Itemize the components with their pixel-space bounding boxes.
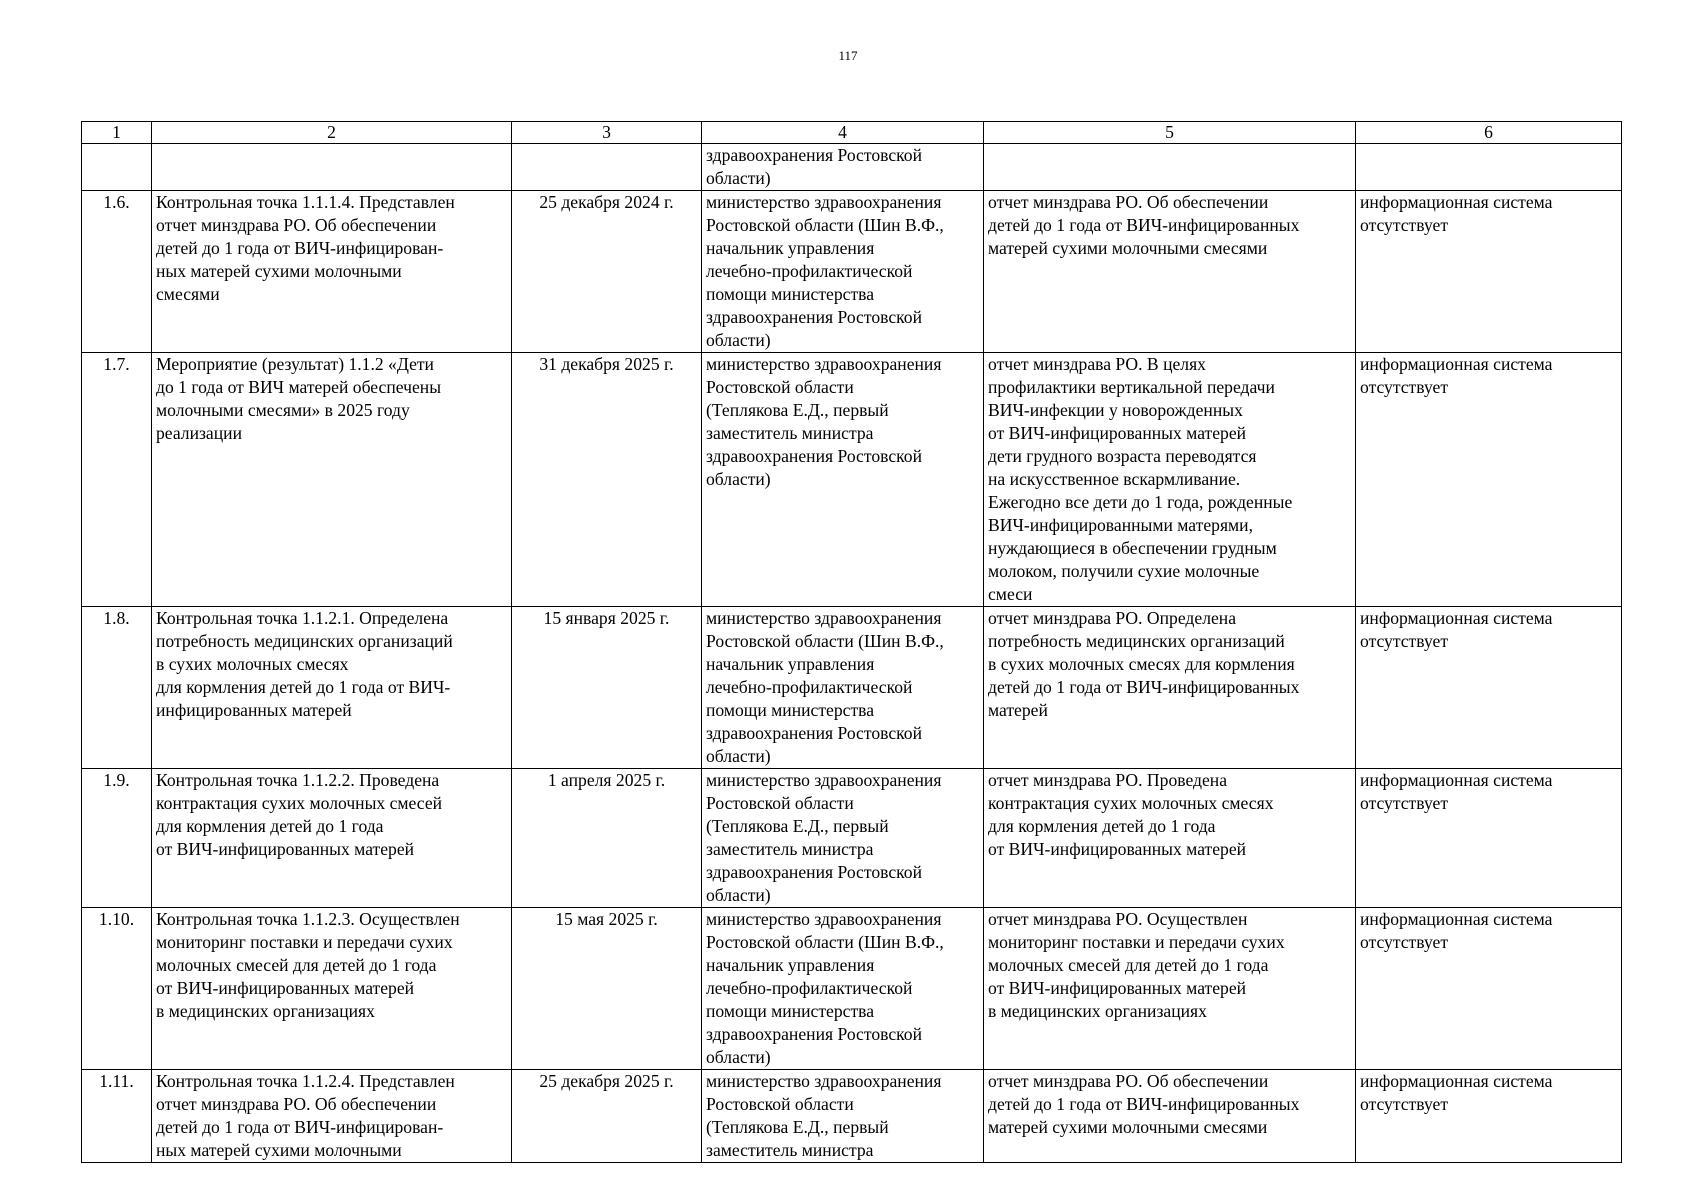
cell-text-line: министерство здравоохранения	[706, 1071, 942, 1091]
cell-text-line: помощи министерства	[706, 700, 875, 720]
cell-text-line: заместитель министра	[706, 423, 874, 443]
cell-text-line: министерство здравоохранения	[706, 608, 942, 628]
cell-text-line: Ростовской области	[706, 1094, 854, 1114]
cell-text-line: ВИЧ-инфицированными матерями,	[988, 515, 1253, 535]
responsible-cell	[702, 191, 984, 353]
cell-text-line: на искусственное вскармливание.	[988, 469, 1241, 489]
due-date-cell: 31 декабря 2025 г.	[512, 353, 702, 607]
column-number: 5	[984, 122, 1356, 144]
cell-text-line: профилактики вертикальной передачи	[988, 377, 1275, 397]
responsible-cell	[702, 144, 984, 191]
cell-text-line: здравоохранения Ростовской	[706, 1024, 923, 1044]
cell-text-line: (Теплякова Е.Д., первый	[706, 1117, 889, 1137]
column-number: 1	[82, 122, 152, 144]
result-cell	[984, 769, 1356, 908]
cell-text-line: информационная система	[1360, 608, 1553, 628]
cell-text-line: здравоохранения Ростовской	[706, 145, 923, 165]
cell-text-line: нуждающиеся в обеспечении грудным	[988, 538, 1277, 558]
info-system-cell	[1356, 353, 1622, 607]
row-number-cell: 1.6.	[82, 191, 152, 353]
cell-text-line: Контрольная точка 1.1.1.4. Представлен	[156, 192, 455, 212]
page-number: 117	[838, 48, 858, 63]
cell-text-line: от ВИЧ-инфицированных матерей	[988, 423, 1247, 443]
due-date-cell: 15 мая 2025 г.	[512, 908, 702, 1070]
responsible-cell	[702, 1070, 984, 1163]
cell-text-line: информационная система	[1360, 909, 1553, 929]
cell-text-line: в медицинских организациях	[988, 1001, 1207, 1021]
cell-text-line: министерство здравоохранения	[706, 354, 942, 374]
cell-text-line: министерство здравоохранения	[706, 770, 942, 790]
result-cell	[984, 144, 1356, 191]
cell-text-line: ВИЧ-инфекции у новорожденных	[988, 400, 1243, 420]
cell-text-line: ных матерей сухими молочными	[156, 261, 402, 281]
cell-text-line: смесями	[156, 284, 220, 304]
table-row	[82, 144, 1622, 191]
column-number: 3	[512, 122, 702, 144]
cell-text-line: информационная система	[1360, 192, 1553, 212]
cell-text-line: информационная система	[1360, 770, 1553, 790]
cell-text-line: министерство здравоохранения	[706, 192, 942, 212]
cell-text-line: области)	[706, 885, 771, 905]
cell-text-line: информационная система	[1360, 354, 1553, 374]
row-number-cell: 1.10.	[82, 908, 152, 1070]
cell-text-line: молочных смесей для детей до 1 года	[156, 955, 437, 975]
cell-text-line: отсутствует	[1360, 793, 1449, 813]
cell-text-line: до 1 года от ВИЧ матерей обеспечены	[156, 377, 442, 397]
cell-text-line: информационная система	[1360, 1071, 1553, 1091]
info-system-cell	[1356, 191, 1622, 353]
cell-text-line: от ВИЧ-инфицированных матерей	[988, 839, 1247, 859]
row-number-cell: 1.8.	[82, 607, 152, 769]
cell-text-line: (Теплякова Е.Д., первый	[706, 816, 889, 836]
cell-text-line: Контрольная точка 1.1.2.2. Проведена	[156, 770, 440, 790]
cell-text-line: помощи министерства	[706, 284, 875, 304]
cell-text-line: реализации	[156, 423, 242, 443]
event-cell	[152, 144, 512, 191]
cell-text-line: Ростовской области	[706, 377, 854, 397]
cell-text-line: помощи министерства	[706, 1001, 875, 1021]
responsible-cell	[702, 607, 984, 769]
cell-text-line: в сухих молочных смесях для кормления	[988, 654, 1295, 674]
column-number: 6	[1356, 122, 1622, 144]
event-cell	[152, 1070, 512, 1163]
table-row	[82, 607, 1622, 769]
cell-text-line: лечебно-профилактической	[706, 677, 913, 697]
responsible-cell	[702, 353, 984, 607]
cell-text-line: от ВИЧ-инфицированных матерей	[156, 978, 415, 998]
cell-text-line: лечебно-профилактической	[706, 261, 913, 281]
due-date-cell: 25 декабря 2025 г.	[512, 1070, 702, 1163]
cell-text-line: потребность медицинских организаций	[988, 631, 1285, 651]
cell-text-line: Контрольная точка 1.1.2.1. Определена	[156, 608, 449, 628]
cell-text-line: Контрольная точка 1.1.2.3. Осуществлен	[156, 909, 460, 929]
cell-text-line: области)	[706, 168, 771, 188]
cell-text-line: области)	[706, 469, 771, 489]
due-date-cell	[512, 144, 702, 191]
cell-text-line: Контрольная точка 1.1.2.4. Представлен	[156, 1071, 455, 1091]
cell-text-line: отчет минздрава РО. Об обеспечении	[156, 1094, 437, 1114]
info-system-cell	[1356, 1070, 1622, 1163]
cell-text-line: заместитель министра	[706, 1140, 874, 1160]
cell-text-line: матерей	[988, 700, 1048, 720]
cell-text-line: отчет минздрава РО. Осуществлен	[988, 909, 1248, 929]
cell-text-line: отчет минздрава РО. Об обеспечении	[156, 215, 437, 235]
event-cell	[152, 353, 512, 607]
due-date-cell: 15 января 2025 г.	[512, 607, 702, 769]
result-cell	[984, 191, 1356, 353]
cell-text-line: Ростовской области (Шин В.Ф.,	[706, 631, 944, 651]
cell-text-line: области)	[706, 330, 771, 350]
event-cell	[152, 908, 512, 1070]
cell-text-line: здравоохранения Ростовской	[706, 307, 923, 327]
cell-text-line: отсутствует	[1360, 215, 1449, 235]
cell-text-line: отчет минздрава РО. Проведена	[988, 770, 1228, 790]
table-row	[82, 1070, 1622, 1163]
row-number-cell	[82, 144, 152, 191]
cell-text-line: для кормления детей до 1 года от ВИЧ-	[156, 677, 451, 697]
cell-text-line: инфицированных матерей	[156, 700, 352, 720]
cell-text-line: мониторинг поставки и передачи сухих	[156, 932, 453, 952]
result-cell	[984, 353, 1356, 607]
cell-text-line: для кормления детей до 1 года	[156, 816, 384, 836]
cell-text-line: мониторинг поставки и передачи сухих	[988, 932, 1285, 952]
cell-text-line: Ростовской области	[706, 793, 854, 813]
due-date-cell: 1 апреля 2025 г.	[512, 769, 702, 908]
cell-text-line: детей до 1 года от ВИЧ-инфицирован-	[156, 238, 444, 258]
cell-text-line: отчет минздрава РО. Об обеспечении	[988, 1071, 1269, 1091]
cell-text-line: (Теплякова Е.Д., первый	[706, 400, 889, 420]
cell-text-line: заместитель министра	[706, 839, 874, 859]
cell-text-line: Мероприятие (результат) 1.1.2 «Дети	[156, 354, 434, 374]
event-cell	[152, 769, 512, 908]
cell-text-line: отчет минздрава РО. Определена	[988, 608, 1237, 628]
row-number-cell: 1.11.	[82, 1070, 152, 1163]
cell-text-line: Ежегодно все дети до 1 года, рожденные	[988, 492, 1293, 512]
cell-text-line: контрактация сухих молочных смесей	[156, 793, 443, 813]
cell-text-line: потребность медицинских организаций	[156, 631, 453, 651]
row-number-cell: 1.9.	[82, 769, 152, 908]
responsible-cell	[702, 908, 984, 1070]
cell-text-line: отсутствует	[1360, 932, 1449, 952]
responsible-cell	[702, 769, 984, 908]
row-number-cell: 1.7.	[82, 353, 152, 607]
cell-text-line: молочными смесями» в 2025 году	[156, 400, 410, 420]
cell-text-line: дети грудного возраста переводятся	[988, 446, 1257, 466]
cell-text-line: детей до 1 года от ВИЧ-инфицированных	[988, 677, 1300, 697]
cell-text-line: области)	[706, 1047, 771, 1067]
cell-text-line: матерей сухими молочными смесями	[988, 1117, 1268, 1137]
table-row	[82, 908, 1622, 1070]
cell-text-line: молочных смесей для детей до 1 года	[988, 955, 1269, 975]
table-row	[82, 769, 1622, 908]
result-cell	[984, 1070, 1356, 1163]
column-number: 4	[702, 122, 984, 144]
cell-text-line: в медицинских организациях	[156, 1001, 375, 1021]
cell-text-line: детей до 1 года от ВИЧ-инфицированных	[988, 215, 1300, 235]
cell-text-line: для кормления детей до 1 года	[988, 816, 1216, 836]
cell-text-line: контрактация сухих молочных смесях	[988, 793, 1274, 813]
cell-text-line: отчет минздрава РО. В целях	[988, 354, 1206, 374]
column-number-row	[82, 122, 1622, 144]
cell-text-line: здравоохранения Ростовской	[706, 446, 923, 466]
info-system-cell	[1356, 607, 1622, 769]
cell-text-line: от ВИЧ-инфицированных матерей	[156, 839, 415, 859]
cell-text-line: здравоохранения Ростовской	[706, 862, 923, 882]
cell-text-line: отчет минздрава РО. Об обеспечении	[988, 192, 1269, 212]
cell-text-line: в сухих молочных смесях	[156, 654, 349, 674]
cell-text-line: Ростовской области (Шин В.Ф.,	[706, 932, 944, 952]
result-cell	[984, 908, 1356, 1070]
cell-text-line: молоком, получили сухие молочные	[988, 561, 1260, 581]
cell-text-line: ных матерей сухими молочными	[156, 1140, 402, 1160]
cell-text-line: отсутствует	[1360, 377, 1449, 397]
cell-text-line: лечебно-профилактической	[706, 978, 913, 998]
cell-text-line: от ВИЧ-инфицированных матерей	[988, 978, 1247, 998]
plan-table	[81, 121, 1622, 1163]
result-cell	[984, 607, 1356, 769]
cell-text-line: детей до 1 года от ВИЧ-инфицирован-	[156, 1117, 444, 1137]
table-row	[82, 191, 1622, 353]
info-system-cell	[1356, 769, 1622, 908]
cell-text-line: области)	[706, 746, 771, 766]
cell-text-line: отсутствует	[1360, 1094, 1449, 1114]
cell-text-line: начальник управления	[706, 955, 875, 975]
event-cell	[152, 191, 512, 353]
cell-text-line: Ростовской области (Шин В.Ф.,	[706, 215, 944, 235]
cell-text-line: здравоохранения Ростовской	[706, 723, 923, 743]
cell-text-line: отсутствует	[1360, 631, 1449, 651]
due-date-cell: 25 декабря 2024 г.	[512, 191, 702, 353]
cell-text-line: начальник управления	[706, 238, 875, 258]
cell-text-line: детей до 1 года от ВИЧ-инфицированных	[988, 1094, 1300, 1114]
cell-text-line: начальник управления	[706, 654, 875, 674]
cell-text-line: смеси	[988, 584, 1033, 604]
info-system-cell	[1356, 908, 1622, 1070]
event-cell	[152, 607, 512, 769]
info-system-cell	[1356, 144, 1622, 191]
table-row	[82, 353, 1622, 607]
cell-text-line: министерство здравоохранения	[706, 909, 942, 929]
cell-text-line: матерей сухими молочными смесями	[988, 238, 1268, 258]
column-number: 2	[152, 122, 512, 144]
